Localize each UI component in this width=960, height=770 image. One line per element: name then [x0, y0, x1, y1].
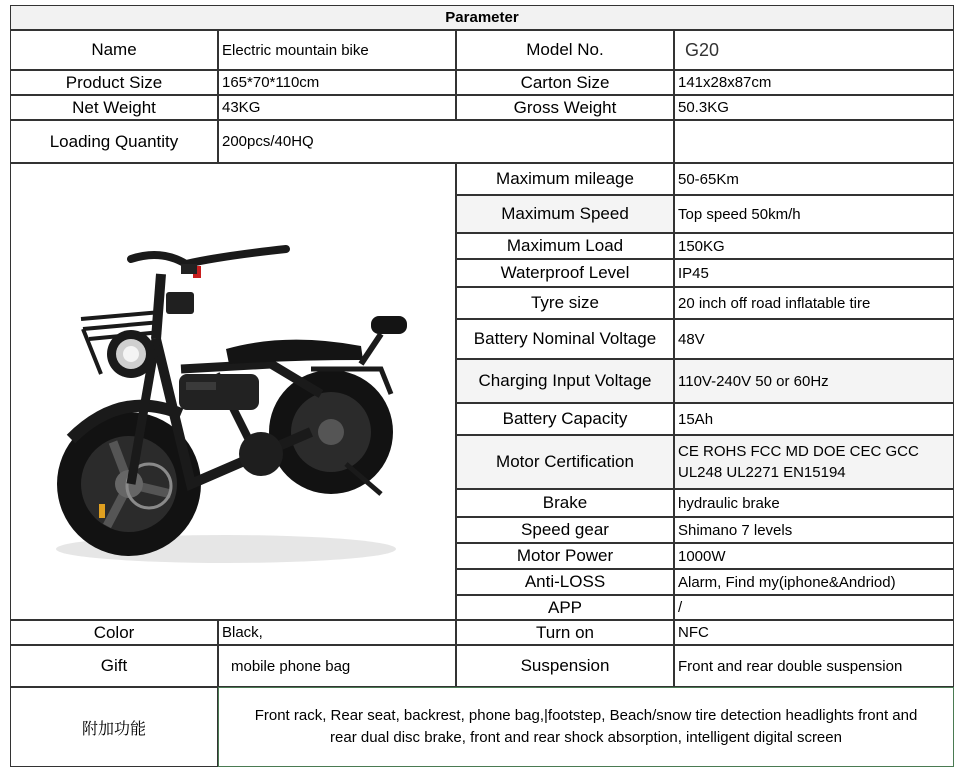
spec-value: 48V	[674, 319, 954, 359]
spec-value-multiline	[674, 435, 954, 489]
spec-value: IP45	[674, 259, 954, 287]
extras-label: 附加功能	[10, 687, 218, 767]
spec-value: Shimano 7 levels	[674, 517, 954, 543]
loading-quantity-blank	[674, 120, 954, 163]
spec-label: Charging Input Voltage	[456, 359, 674, 403]
carton-size-label: Carton Size	[456, 70, 674, 95]
gift-value: mobile phone bag	[218, 645, 456, 687]
spec-label: Battery Capacity	[456, 403, 674, 435]
carton-size-value: 141x28x87cm	[674, 70, 954, 95]
model-label: Model No.	[456, 30, 674, 70]
spec-label: Tyre size	[456, 287, 674, 319]
spec-label: APP	[456, 595, 674, 620]
spec-value: 20 inch off road inflatable tire	[674, 287, 954, 319]
extras-line: Front rack, Rear seat, backrest, phone bag,|footstep, Beach/snow tire detection headlights front and	[254, 707, 918, 724]
electric-bike-image	[11, 164, 455, 619]
name-label: Name	[10, 30, 218, 70]
turn-on-value: NFC	[674, 620, 954, 645]
spec-label: Brake	[456, 489, 674, 517]
net-weight-value: 43KG	[218, 95, 456, 120]
spec-value: hydraulic brake	[674, 489, 954, 517]
loading-quantity-value: 200pcs/40HQ	[218, 120, 674, 163]
name-value: Electric mountain bike	[218, 30, 456, 70]
net-weight-label: Net Weight	[10, 95, 218, 120]
spec-label: Motor Certification	[456, 435, 674, 489]
spec-value: 110V-240V 50 or 60Hz	[674, 359, 954, 403]
suspension-label: Suspension	[456, 645, 674, 687]
gross-weight-value: 50.3KG	[674, 95, 954, 120]
certification-line: CE ROHS FCC MD DOE CEC GCC	[678, 443, 919, 460]
spec-value: 1000W	[674, 543, 954, 569]
extras-line: rear dual disc brake, front and rear shock absorption, intelligent digital screen	[330, 729, 842, 746]
product-size-label: Product Size	[10, 70, 218, 95]
spec-label: Motor Power	[456, 543, 674, 569]
loading-quantity-label: Loading Quantity	[10, 120, 218, 163]
spec-value: 150KG	[674, 233, 954, 259]
certification-line: UL248 UL2271 EN15194	[678, 464, 846, 481]
gross-weight-label: Gross Weight	[456, 95, 674, 120]
spec-value: Top speed 50km/h	[674, 195, 954, 233]
spec-label: Anti-LOSS	[456, 569, 674, 595]
extras-value	[218, 687, 954, 767]
spec-label: Waterproof Level	[456, 259, 674, 287]
spec-label: Speed gear	[456, 517, 674, 543]
parameter-sheet	[10, 5, 954, 767]
product-size-value: 165*70*110cm	[218, 70, 456, 95]
sheet-title: Parameter	[10, 5, 954, 30]
color-label: Color	[10, 620, 218, 645]
spec-label: Maximum Load	[456, 233, 674, 259]
color-value: Black,	[218, 620, 456, 645]
gift-label: Gift	[10, 645, 218, 687]
spec-value: 15Ah	[674, 403, 954, 435]
model-value: G20	[674, 30, 954, 70]
spec-label: Battery Nominal Voltage	[456, 319, 674, 359]
spec-label: Maximum mileage	[456, 163, 674, 195]
bike-photo	[10, 163, 456, 620]
spec-label: Maximum Speed	[456, 195, 674, 233]
spec-value: 50-65Km	[674, 163, 954, 195]
turn-on-label: Turn on	[456, 620, 674, 645]
spec-value: Alarm, Find my(iphone&Andriod)	[674, 569, 954, 595]
spec-value: /	[674, 595, 954, 620]
suspension-value: Front and rear double suspension	[674, 645, 954, 687]
